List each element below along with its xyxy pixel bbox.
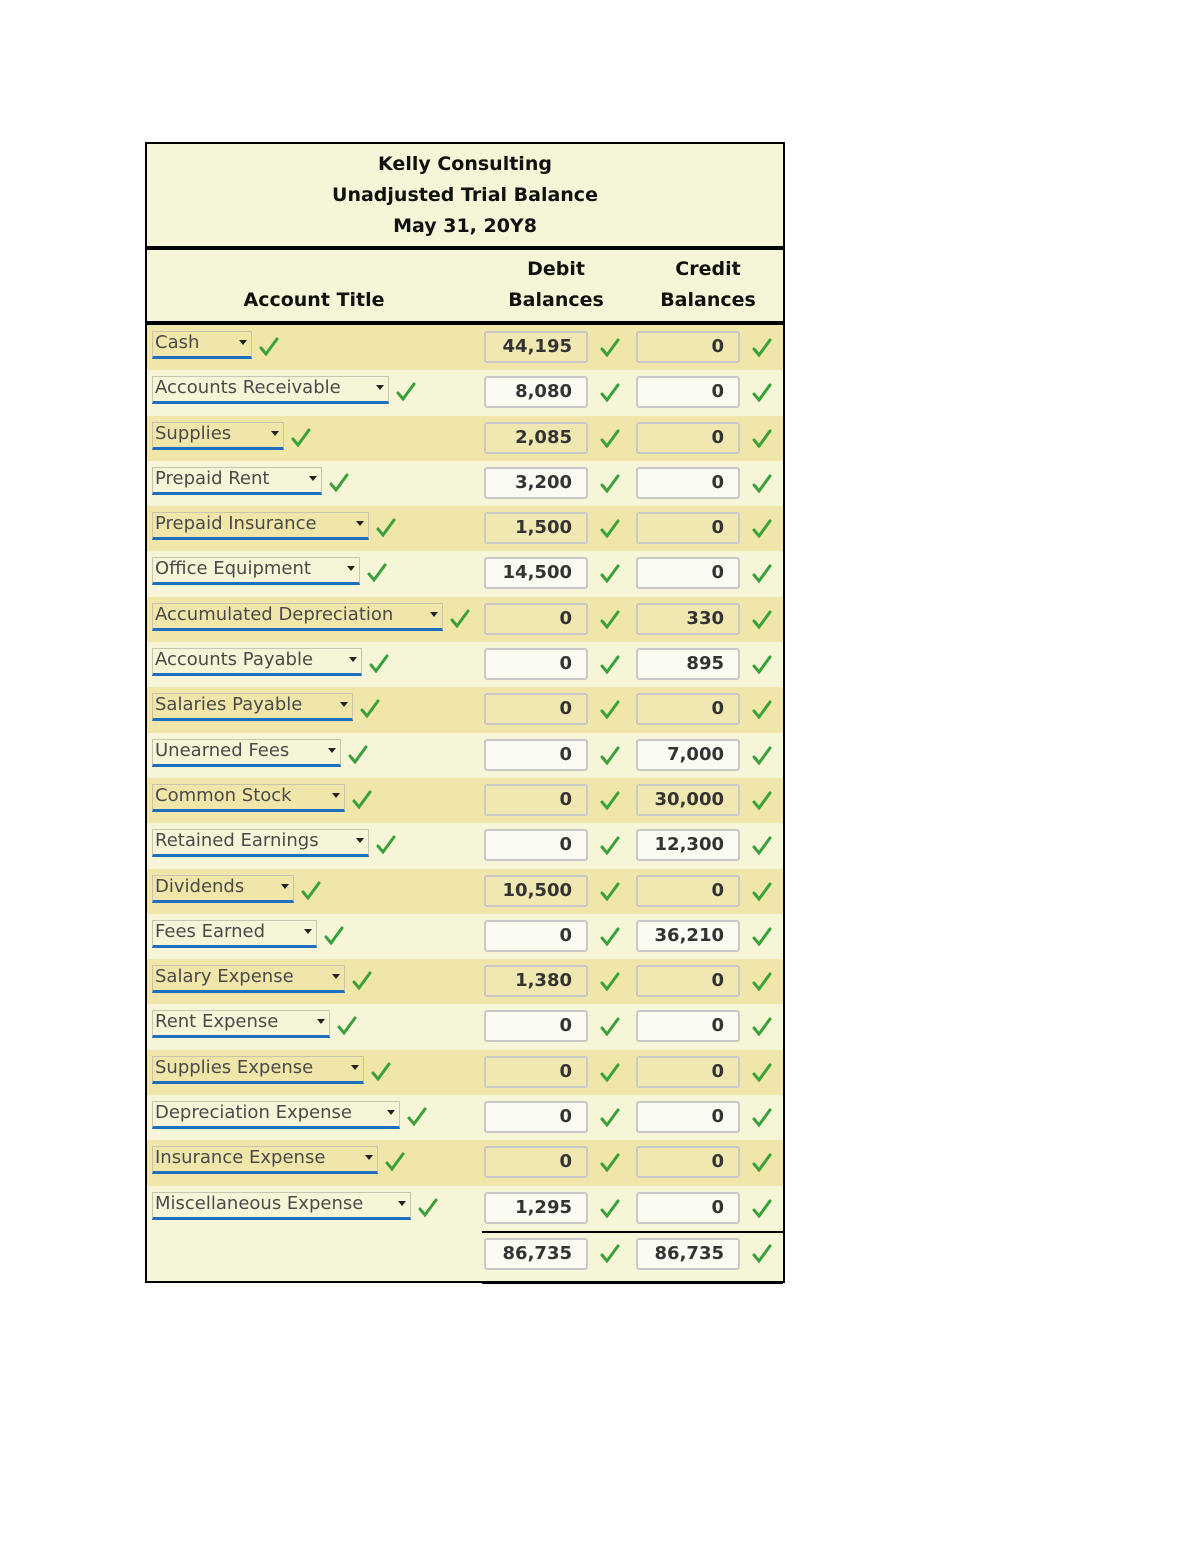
credit-amount-field[interactable]: 0 [636, 965, 740, 997]
debit-amount-field[interactable]: 0 [484, 603, 588, 635]
credit-amount-field[interactable]: 0 [636, 376, 740, 408]
account-select[interactable] [152, 739, 341, 767]
table-row [147, 914, 783, 959]
check-icon [752, 609, 772, 631]
account-select-value: Common Stock [155, 784, 292, 806]
chevron-down-icon [430, 612, 438, 617]
chevron-down-icon [398, 1201, 406, 1206]
chevron-down-icon [304, 929, 312, 934]
check-icon [752, 337, 772, 359]
account-select[interactable] [152, 1056, 364, 1084]
check-icon [752, 1198, 772, 1220]
check-icon [600, 382, 620, 404]
account-select-value: Fees Earned [155, 920, 266, 942]
credit-amount-field[interactable]: 0 [636, 1101, 740, 1133]
totals-single-rule [482, 1231, 783, 1233]
account-select-value: Office Equipment [155, 558, 311, 580]
debit-amount-field[interactable]: 1,500 [484, 512, 588, 544]
account-select-value: Dividends [155, 875, 245, 897]
check-icon [259, 336, 279, 358]
totals-row [147, 1231, 783, 1281]
account-select-value: Accounts Payable [155, 649, 314, 671]
account-select-value: Accumulated Depreciation [155, 603, 394, 625]
table-row [147, 1004, 783, 1049]
check-icon [600, 473, 620, 495]
account-select[interactable] [152, 784, 345, 812]
check-icon [360, 698, 380, 720]
company-name: Kelly Consulting [378, 152, 552, 175]
account-title-header: Account Title [243, 289, 385, 311]
table-row [147, 687, 783, 732]
account-select-value: Salary Expense [155, 966, 294, 988]
check-icon [752, 881, 772, 903]
account-select-value: Miscellaneous Expense [155, 1192, 364, 1214]
check-icon [301, 880, 321, 902]
debit-amount-field[interactable]: 14,500 [484, 557, 588, 589]
debit-amount-field[interactable]: 8,080 [484, 376, 588, 408]
credit-amount-field[interactable]: 0 [636, 1010, 740, 1042]
chevron-down-icon [349, 657, 357, 662]
credit-amount-field[interactable]: 0 [636, 875, 740, 907]
account-select-value: Supplies Expense [155, 1056, 314, 1078]
table-row [147, 1186, 783, 1231]
check-icon [291, 427, 311, 449]
account-select[interactable] [152, 422, 284, 450]
credit-header-line2: Balances [660, 289, 756, 311]
check-icon [600, 428, 620, 450]
check-icon [600, 654, 620, 676]
check-icon [324, 925, 344, 947]
debit-amount-field[interactable]: 0 [484, 739, 588, 771]
check-icon [752, 1152, 772, 1174]
check-icon [352, 970, 372, 992]
credit-amount-field[interactable]: 0 [636, 467, 740, 499]
table-row [147, 733, 783, 778]
debit-amount-field[interactable]: 0 [484, 1101, 588, 1133]
check-icon [752, 428, 772, 450]
check-icon [369, 653, 389, 675]
check-icon [752, 1243, 772, 1265]
credit-amount-field[interactable]: 0 [636, 557, 740, 589]
table-row [147, 778, 783, 823]
credit-amount-field[interactable]: 7,000 [636, 739, 740, 771]
check-icon [396, 381, 416, 403]
table-row [147, 416, 783, 461]
account-select-value: Unearned Fees [155, 739, 290, 761]
check-icon [600, 699, 620, 721]
account-select[interactable] [152, 829, 369, 857]
check-icon [752, 745, 772, 767]
account-select[interactable] [152, 1146, 378, 1174]
check-icon [752, 1107, 772, 1129]
credit-amount-field[interactable]: 0 [636, 331, 740, 363]
chevron-down-icon [376, 385, 384, 390]
check-icon [752, 654, 772, 676]
check-icon [348, 744, 368, 766]
check-icon [600, 1243, 620, 1265]
chevron-down-icon [351, 1065, 359, 1070]
table-row [147, 506, 783, 551]
check-icon [600, 609, 620, 631]
debit-amount-field[interactable]: 44,195 [484, 331, 588, 363]
debit-amount-field[interactable]: 0 [484, 648, 588, 680]
account-select[interactable] [152, 512, 369, 540]
debit-amount-field[interactable]: 2,085 [484, 422, 588, 454]
check-icon [376, 517, 396, 539]
table-row [147, 597, 783, 642]
debit-amount-field[interactable]: 0 [484, 1056, 588, 1088]
debit-balances-header [484, 254, 628, 316]
debit-amount-field[interactable]: 1,380 [484, 965, 588, 997]
check-icon [752, 563, 772, 585]
check-icon [600, 1016, 620, 1038]
totals-double-rule [482, 1281, 783, 1284]
chevron-down-icon [239, 340, 247, 345]
check-icon [600, 1062, 620, 1084]
check-icon [600, 790, 620, 812]
account-select[interactable] [152, 376, 389, 404]
credit-balances-header [636, 254, 780, 316]
account-select-value: Retained Earnings [155, 830, 319, 852]
table-row [147, 642, 783, 687]
credit-amount-field[interactable]: 30,000 [636, 784, 740, 816]
check-icon [371, 1061, 391, 1083]
credit-amount-field[interactable]: 0 [636, 1056, 740, 1088]
account-select-value: Prepaid Rent [155, 467, 270, 489]
credit-amount-field[interactable]: 12,300 [636, 829, 740, 861]
check-icon [385, 1151, 405, 1173]
account-select-value: Supplies [155, 422, 232, 444]
account-select[interactable] [152, 557, 360, 585]
credit-total-field[interactable]: 86,735 [636, 1238, 740, 1270]
chevron-down-icon [332, 793, 340, 798]
credit-amount-field[interactable]: 36,210 [636, 920, 740, 952]
account-rows [147, 325, 783, 1231]
statement-name: Unadjusted Trial Balance [332, 183, 598, 206]
credit-amount-field[interactable]: 0 [636, 512, 740, 544]
account-select-value: Rent Expense [155, 1011, 279, 1033]
account-select[interactable] [152, 965, 345, 993]
check-icon [600, 1198, 620, 1220]
table-row [147, 551, 783, 596]
chevron-down-icon [356, 521, 364, 526]
account-select-value: Salaries Payable [155, 694, 303, 716]
account-select[interactable] [152, 1101, 400, 1129]
check-icon [752, 971, 772, 993]
account-select[interactable] [152, 693, 353, 721]
debit-amount-field[interactable]: 0 [484, 829, 588, 861]
table-row [147, 370, 783, 415]
chevron-down-icon [317, 1019, 325, 1024]
check-icon [600, 563, 620, 585]
check-icon [752, 926, 772, 948]
debit-amount-field[interactable]: 0 [484, 693, 588, 725]
debit-amount-field[interactable]: 1,295 [484, 1192, 588, 1224]
debit-amount-field[interactable]: 10,500 [484, 875, 588, 907]
chevron-down-icon [281, 884, 289, 889]
chevron-down-icon [356, 838, 364, 843]
debit-amount-field[interactable]: 0 [484, 1146, 588, 1178]
check-icon [600, 971, 620, 993]
account-select-value: Accounts Receivable [155, 377, 341, 399]
column-header-row [147, 250, 783, 325]
debit-amount-field[interactable]: 0 [484, 920, 588, 952]
check-icon [600, 518, 620, 540]
check-icon [600, 881, 620, 903]
check-icon [376, 834, 396, 856]
check-icon [600, 926, 620, 948]
account-select[interactable] [152, 920, 317, 948]
check-icon [352, 789, 372, 811]
check-icon [600, 1152, 620, 1174]
check-icon [752, 382, 772, 404]
credit-amount-field[interactable]: 330 [636, 603, 740, 635]
check-icon [450, 608, 470, 630]
chevron-down-icon [271, 431, 279, 436]
credit-header-line1: Credit [675, 258, 741, 280]
debit-amount-field[interactable]: 0 [484, 784, 588, 816]
account-select-value: Depreciation Expense [155, 1102, 352, 1124]
table-row [147, 823, 783, 868]
table-title-block [147, 144, 783, 250]
account-select-value: Prepaid Insurance [155, 513, 317, 535]
table-row [147, 869, 783, 914]
account-select[interactable] [152, 1010, 330, 1038]
debit-amount-field[interactable]: 3,200 [484, 467, 588, 499]
chevron-down-icon [340, 702, 348, 707]
check-icon [752, 518, 772, 540]
chevron-down-icon [332, 974, 340, 979]
check-icon [418, 1197, 438, 1219]
debit-header-line2: Balances [508, 289, 604, 311]
chevron-down-icon [328, 748, 336, 753]
table-row [147, 1050, 783, 1095]
account-select-value: Cash [155, 332, 200, 353]
account-select[interactable] [152, 331, 252, 359]
account-select[interactable] [152, 648, 362, 676]
chevron-down-icon [365, 1155, 373, 1160]
credit-amount-field[interactable]: 0 [636, 693, 740, 725]
account-select[interactable] [152, 467, 322, 495]
check-icon [600, 745, 620, 767]
table-row [147, 325, 783, 370]
check-icon [407, 1106, 427, 1128]
account-select-value: Insurance Expense [155, 1147, 326, 1169]
table-row [147, 1140, 783, 1185]
credit-amount-field[interactable]: 895 [636, 648, 740, 680]
check-icon [600, 1107, 620, 1129]
account-select[interactable] [152, 1192, 411, 1220]
table-row [147, 959, 783, 1004]
check-icon [752, 835, 772, 857]
credit-amount-field[interactable]: 0 [636, 422, 740, 454]
chevron-down-icon [347, 566, 355, 571]
table-row [147, 461, 783, 506]
credit-amount-field[interactable]: 0 [636, 1192, 740, 1224]
check-icon [367, 562, 387, 584]
debit-header-line1: Debit [527, 258, 585, 280]
check-icon [337, 1015, 357, 1037]
check-icon [329, 472, 349, 494]
debit-amount-field[interactable]: 0 [484, 1010, 588, 1042]
debit-total-field[interactable]: 86,735 [484, 1238, 588, 1270]
account-select[interactable] [152, 875, 294, 903]
table-row [147, 1095, 783, 1140]
check-icon [752, 473, 772, 495]
check-icon [600, 835, 620, 857]
check-icon [752, 699, 772, 721]
credit-amount-field[interactable]: 0 [636, 1146, 740, 1178]
check-icon [600, 337, 620, 359]
chevron-down-icon [309, 476, 317, 481]
trial-balance-table [145, 142, 785, 1283]
account-select[interactable] [152, 603, 443, 631]
check-icon [752, 790, 772, 812]
check-icon [752, 1062, 772, 1084]
check-icon [752, 1016, 772, 1038]
chevron-down-icon [387, 1110, 395, 1115]
statement-date: May 31, 20Y8 [393, 214, 537, 237]
